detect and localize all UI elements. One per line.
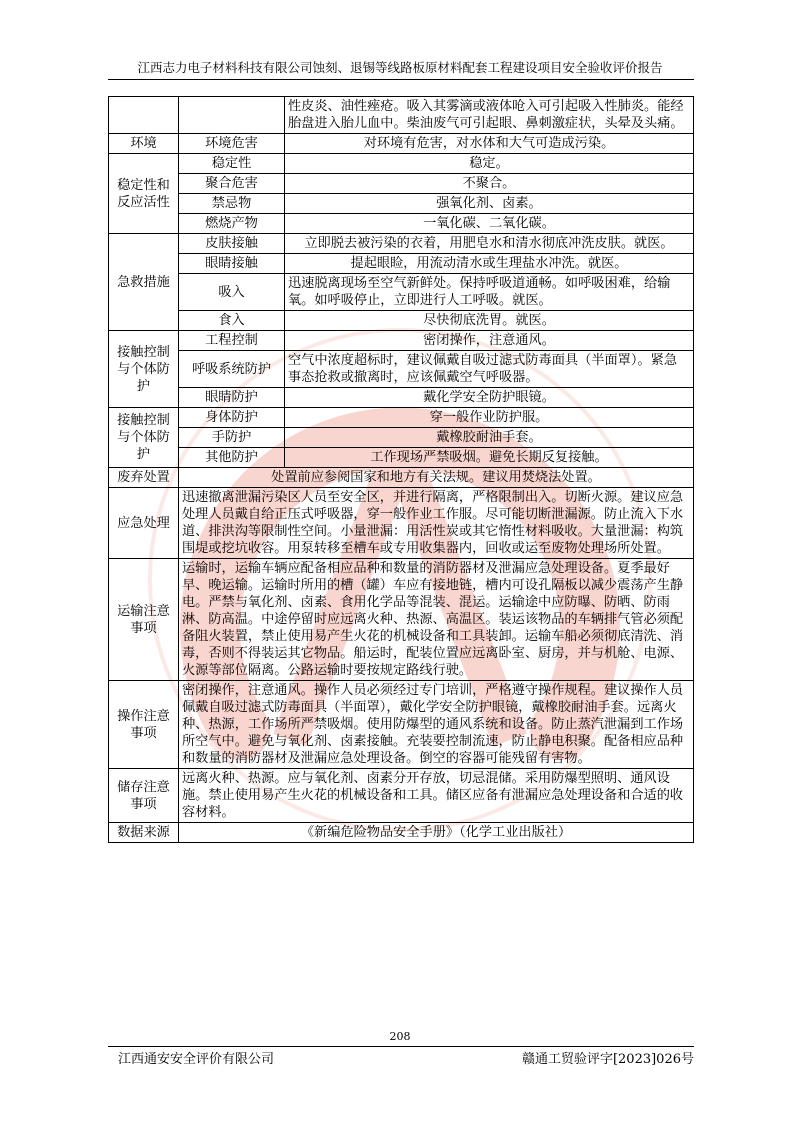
content-cell: 穿一般作业防护服。 (285, 408, 694, 428)
table-row (109, 428, 694, 448)
table-row (109, 681, 694, 769)
item-cell: 眼睛防护 (179, 388, 285, 408)
header-title: 江西志力电子材料科技有限公司蚀刻、退锡等线路板原材料配套工程建设项目安全验收评价报告 (137, 60, 663, 75)
content-cell: 密闭操作，注意通风。 (285, 331, 694, 351)
category-cell: 数据来源 (109, 823, 179, 843)
category-cell-empty (109, 97, 179, 134)
table-row (109, 331, 694, 351)
item-cell-empty (179, 97, 285, 134)
table-row (109, 488, 694, 559)
footer-rule (108, 1046, 694, 1047)
category-cell: 接触控制与个体防护 (109, 331, 179, 408)
category-cell: 应急处理 (109, 488, 179, 559)
item-cell: 环境危害 (179, 134, 285, 154)
footer-doc-number: 赣通工贸验评字[2023]026号 (521, 1052, 694, 1067)
item-cell: 禁忌物 (179, 194, 285, 214)
content-cell: 运输时，运输车辆应配备相应品种和数量的消防器材及泄漏应急处理设备。夏季最好早、晚运输。运输时所用的槽（罐）车应有接地链，槽内可设孔隔板以减少震荡产生静电。严禁与氧化剂、卤素、食用化学品等混装、混运。运输途中应防曝、防晒、防雨淋、防高温。中途停留时应远离火种、热源、高温区。装运该物品的车辆排气管必须配备阻火装置，禁止使用易产生火花的机械设备和工具装卸。运输车船必须彻底清洗、消毒，否则不得装运其它物品。船运时，配装位置应远离卧室、厨房，并与机舱、电源、火源等部位隔离。公路运输时要按规定路线行驶。 (179, 559, 694, 681)
content-cell: 工作现场严禁吸烟。避免长期反复接触。 (285, 448, 694, 468)
table-row (109, 823, 694, 843)
table-row (109, 174, 694, 194)
content-cell: 处置前应参阅国家和地方有关法规。建议用焚烧法处置。 (179, 468, 694, 488)
content-cell: 戴化学安全防护眼镜。 (285, 388, 694, 408)
table-row (109, 468, 694, 488)
item-cell: 食入 (179, 311, 285, 331)
content-cell: 提起眼睑，用流动清水或生理盐水冲洗。就医。 (285, 254, 694, 274)
category-cell: 储存注意事项 (109, 769, 179, 823)
table-row (109, 351, 694, 388)
category-cell: 废弃处置 (109, 468, 179, 488)
msds-table (108, 96, 694, 843)
item-cell: 聚合危害 (179, 174, 285, 194)
category-cell: 急救措施 (109, 234, 179, 331)
table-row (109, 559, 694, 681)
item-cell: 其他防护 (179, 448, 285, 468)
content-cell: 一氧化碳、二氧化碳。 (285, 214, 694, 234)
table-row (109, 408, 694, 428)
item-cell: 呼吸系统防护 (179, 351, 285, 388)
content-cell: 强氧化剂、卤素。 (285, 194, 694, 214)
category-cell: 环境 (109, 134, 179, 154)
table-row (109, 97, 694, 134)
item-cell: 眼睛接触 (179, 254, 285, 274)
content-cell: 不聚合。 (285, 174, 694, 194)
content-cell: 性皮炎、油性痤疮。吸入其雾滴或液体呛入可引起吸入性肺炎。能经胎盘进入胎儿血中。柴油废气可引起眼、鼻刺激症状，头晕及头痛。 (285, 97, 694, 134)
table-row (109, 448, 694, 468)
table-row (109, 274, 694, 311)
table-row (109, 154, 694, 174)
content-cell: 《新编危险物品安全手册》（化学工业出版社） (179, 823, 694, 843)
content-cell: 戴橡胶耐油手套。 (285, 428, 694, 448)
content-cell: 密闭操作，注意通风。操作人员必须经过专门培训，严格遵守操作规程。建议操作人员佩戴自吸过滤式防毒面具（半面罩），戴化学安全防护眼镜，戴橡胶耐油手套。远离火种、热源，工作场所严禁吸烟。使用防爆型的通风系统和设备。防止蒸汽泄漏到工作场所空气中。避免与氧化剂、卤素接触。充装要控制流速，防止静电积聚。配备相应品种和数量的消防器材及泄漏应急处理设备。倒空的容器可能残留有害物。 (179, 681, 694, 769)
item-cell: 吸入 (179, 274, 285, 311)
table-row (109, 311, 694, 331)
table-row (109, 769, 694, 823)
category-cell: 稳定性和反应活性 (109, 154, 179, 234)
table-row (109, 388, 694, 408)
item-cell: 工程控制 (179, 331, 285, 351)
footer-company: 江西通安安全评价有限公司 (118, 1052, 275, 1067)
item-cell: 手防护 (179, 428, 285, 448)
content-cell: 立即脱去被污染的衣着，用肥皂水和清水彻底冲洗皮肤。就医。 (285, 234, 694, 254)
item-cell: 皮肤接触 (179, 234, 285, 254)
category-cell: 操作注意事项 (109, 681, 179, 769)
page-number: 208 (389, 1030, 411, 1043)
table-row (109, 134, 694, 154)
content-cell: 迅速脱离现场至空气新鲜处。保持呼吸道通畅。如呼吸困难，给输氧。如呼吸停止，立即进行人工呼吸。就医。 (285, 274, 694, 311)
item-cell: 身体防护 (179, 408, 285, 428)
table-row (109, 254, 694, 274)
table-row (109, 214, 694, 234)
content-cell: 迅速撤离泄漏污染区人员至安全区，并进行隔离，严格限制出入。切断火源。建议应急处理人员戴自给正压式呼吸器，穿一般作业工作服。尽可能切断泄漏源。防止流入下水道、排洪沟等限制性空间。小量泄漏：用活性炭或其它惰性材料吸收。大量泄漏：构筑围堤或挖坑收容。用泵转移至槽车或专用收集器内，回收或运至废物处理场所处置。 (179, 488, 694, 559)
header-rule (108, 79, 694, 80)
content-cell: 对环境有危害，对水体和大气可造成污染。 (285, 134, 694, 154)
content-cell: 尽快彻底洗胃。就医。 (285, 311, 694, 331)
item-cell: 稳定性 (179, 154, 285, 174)
content-cell: 稳定。 (285, 154, 694, 174)
table-row (109, 234, 694, 254)
content-cell: 空气中浓度超标时，建议佩戴自吸过滤式防毒面具（半面罩）。紧急事态抢救或撤离时，应该佩戴空气呼吸器。 (285, 351, 694, 388)
category-cell: 运输注意事项 (109, 559, 179, 681)
item-cell: 燃烧产物 (179, 214, 285, 234)
category-cell: 接触控制与个体防护 (109, 408, 179, 468)
content-cell: 远离火种、热源。应与氧化剂、卤素分开存放，切忌混储。采用防爆型照明、通风设施。禁止使用易产生火花的机械设备和工具。储区应备有泄漏应急处理设备和合适的收容材料。 (179, 769, 694, 823)
table-row (109, 194, 694, 214)
